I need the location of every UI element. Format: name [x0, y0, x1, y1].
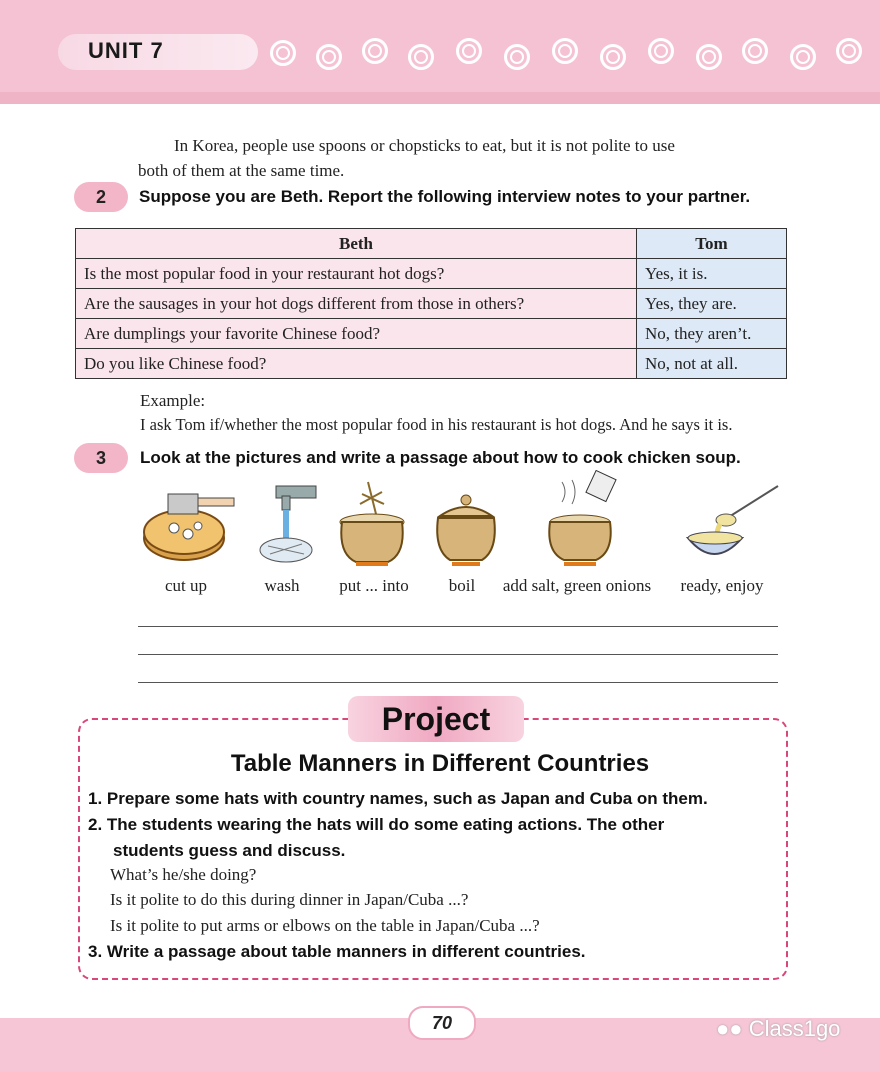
ring-icon — [552, 38, 578, 64]
example-text: I ask Tom if/whether the most popular food in his restaurant is hot dogs. And he says it is. — [140, 415, 733, 434]
answer-cell: No, they aren’t. — [637, 319, 787, 349]
task2-instruction: Suppose you are Beth. Report the following interview notes to your partner. — [139, 187, 751, 206]
question-cell: Do you like Chinese food? — [76, 349, 637, 379]
header-strip — [0, 92, 880, 104]
task-number-badge: 2 — [74, 182, 128, 212]
ring-icon — [836, 38, 862, 64]
ring-icon — [504, 44, 530, 70]
cutting-board-illustration — [140, 482, 240, 572]
step-caption: put ... into — [339, 576, 409, 595]
project-item-2-cont: students guess and discuss. — [113, 841, 346, 860]
project-title: Table Manners in Different Countries — [230, 750, 650, 777]
ring-icon — [648, 38, 674, 64]
boiling-pot-illustration — [432, 490, 500, 572]
answer-cell: Yes, they are. — [637, 289, 787, 319]
watermark — [716, 1016, 840, 1042]
question-cell: Are dumplings your favorite Chinese food? — [76, 319, 637, 349]
project-item-1: 1. Prepare some hats with country names, such as Japan and Cuba on them. — [88, 789, 708, 808]
intro-line-1: In Korea, people use spoons or chopsticks to eat, but it is not polite to use — [174, 136, 675, 155]
column-header-tom: Tom — [637, 229, 787, 259]
column-header-beth: Beth — [76, 229, 637, 259]
question-cell: Are the sausages in your hot dogs different from those in others? — [76, 289, 637, 319]
ring-icon — [270, 40, 296, 66]
table-row — [76, 259, 787, 289]
soup-bowl-illustration — [680, 480, 784, 572]
pot-with-chicken-illustration — [332, 474, 412, 572]
ring-icon — [790, 44, 816, 70]
step-caption: ready, enjoy — [680, 576, 764, 595]
ring-icon — [316, 44, 342, 70]
wechat-icon: ●● — [716, 1016, 749, 1041]
faucet-illustration — [246, 476, 326, 572]
example-label: Example: — [140, 391, 206, 410]
unit-label: UNIT 7 — [88, 38, 164, 63]
project-question: Is it polite to put arms or elbows on the table in Japan/Cuba ...? — [110, 916, 540, 935]
table-row — [76, 319, 787, 349]
ring-icon — [362, 38, 388, 64]
question-cell: Is the most popular food in your restaurant hot dogs? — [76, 259, 637, 289]
project-item-3: 3. Write a passage about table manners in different countries. — [88, 942, 586, 961]
step-caption: cut up — [164, 576, 208, 595]
watermark-text: Class1go — [748, 1016, 841, 1041]
writing-line — [138, 626, 778, 627]
project-item-2: 2. The students wearing the hats will do some eating actions. The other — [88, 815, 665, 834]
task3-instruction: Look at the pictures and write a passage about how to cook chicken soup. — [140, 448, 741, 467]
writing-line — [138, 654, 778, 655]
intro-line-2: both of them at the same time. — [138, 161, 345, 180]
step-caption: boil — [448, 576, 476, 595]
ring-icon — [408, 44, 434, 70]
step-caption: wash — [264, 576, 300, 595]
table-row — [76, 289, 787, 319]
interview-table — [75, 228, 787, 379]
task-number-badge: 3 — [74, 443, 128, 473]
add-salt-illustration — [540, 470, 620, 572]
project-question: Is it polite to do this during dinner in Japan/Cuba ...? — [110, 890, 469, 909]
ring-icon — [696, 44, 722, 70]
project-question: What’s he/she doing? — [110, 865, 257, 884]
page-number: 70 — [408, 1006, 476, 1040]
step-caption: add salt, green onions — [502, 576, 652, 595]
table-header-row — [76, 229, 787, 259]
ring-icon — [600, 44, 626, 70]
project-label: Project — [348, 696, 524, 742]
ring-icon — [742, 38, 768, 64]
ring-icon — [456, 38, 482, 64]
table-row — [76, 349, 787, 379]
answer-cell: No, not at all. — [637, 349, 787, 379]
writing-line — [138, 682, 778, 683]
answer-cell: Yes, it is. — [637, 259, 787, 289]
